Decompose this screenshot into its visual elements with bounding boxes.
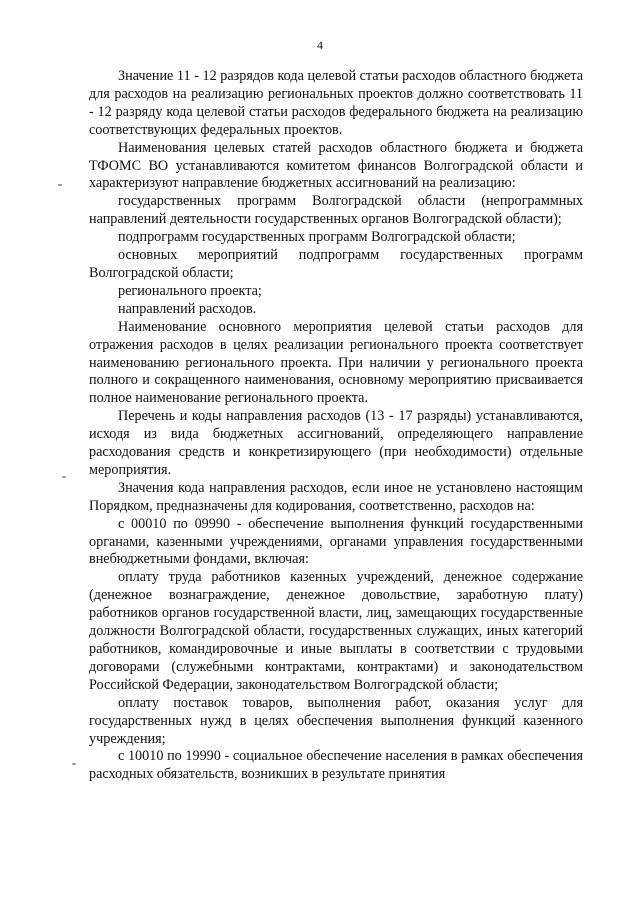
document-body	[89, 68, 583, 784]
paragraph: регионального проекта;	[118, 282, 262, 299]
paragraph: подпрограмм государственных программ Волгоградской области;	[118, 229, 516, 246]
paragraph: Значение 11 - 12 разрядов кода целевой статьи расходов областного бюджета для расходов на реализацию региональных проектов должно соответствовать 11 - 12 разряду кода целевой статьи расходов федерального бюджета на реализацию соответствующих федеральных проектов.	[89, 68, 583, 138]
paragraph: Наименование основного мероприятия целевой статьи расходов для отражения расходов в целях реализации регионального проекта соответствует наименованию регионального проекта. При наличии у регионального проекта полного и сокращенного наименования, основному мероприятию присваивается полное наименование регионального проекта.	[89, 318, 583, 407]
paragraph: направлений расходов.	[118, 300, 257, 317]
page-number: 4	[317, 38, 323, 52]
paragraph: Перечень и коды направления расходов (13 - 17 разряды) устанавливаются, исходя из вида бюджетных ассигнований, определяющего направление расходования средств и конкретизирующего (при необходимости) отдельные мероприятия.	[89, 408, 583, 478]
scan-mark	[62, 476, 66, 478]
paragraph: оплату поставок товаров, выполнения работ, оказания услуг для государственных нужд в целях обеспечения выполнения функций казенного учреждения;	[89, 694, 583, 747]
paragraph: с 10010 по 19990 - социальное обеспечение населения в рамках обеспечения расходных обязательств, возникших в результате принятия	[89, 748, 583, 783]
scan-mark	[58, 184, 62, 186]
paragraph: основных мероприятий подпрограмм государственных программ Волгоградской области;	[89, 247, 583, 281]
paragraph: с 00010 по 09990 - обеспечение выполнения функций государственными органами, казенными учреждениями, органами управления государственными внебюджетными фондами, включая:	[89, 515, 583, 568]
paragraph: Наименования целевых статей расходов областного бюджета и бюджета ТФОМС ВО устанавливаются комитетом финансов Волгоградской области и характеризуют направление бюджетных ассигнований на реализацию:	[89, 139, 583, 192]
paragraph: Значения кода направления расходов, если иное не установлено настоящим Порядком, предназначены для кодирования, соответственно, расходов на:	[89, 479, 583, 514]
paragraph: государственных программ Волгоградской области (непрограммных направлений деятельности государственных органов Волгоградской области);	[89, 193, 583, 228]
scan-mark	[72, 763, 76, 765]
paragraph: оплату труда работников казенных учреждений, денежное содержание (денежное вознаграждение, денежное довольствие, заработную плату) работников органов государственной власти, лиц, замещающих государственные должности Волгоградской области, государственных служащих, иных категорий работников, командировочные и иные выплаты в соответствии с трудовыми договорами (служебными контрактами, контрактами) и законодательством Российской Федерации, законодательством Волгоградской области;	[89, 569, 583, 693]
